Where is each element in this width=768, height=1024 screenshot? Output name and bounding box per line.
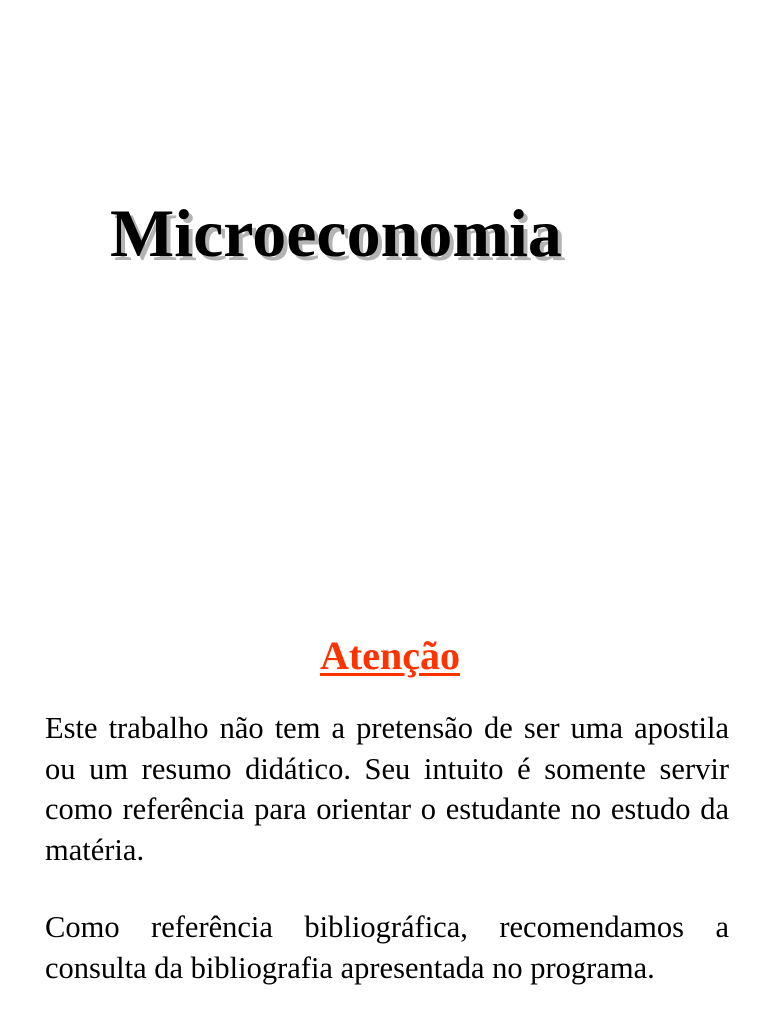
notice-paragraph-disclaimer: Este trabalho não tem a pretensão de ser uma apostila ou um resumo didático. Seu intuito é somente servir como referência para orientar o estudante no estudo da matéria. (45, 711, 729, 867)
document-title: Microeconomia (110, 195, 562, 271)
notice-body (45, 708, 729, 988)
notice-paragraph-bibliography: Como referência bibliográfica, recomendamos a consulta da bibliografia apresentada no programa. (45, 910, 729, 985)
notice-heading: Atenção (320, 633, 460, 678)
